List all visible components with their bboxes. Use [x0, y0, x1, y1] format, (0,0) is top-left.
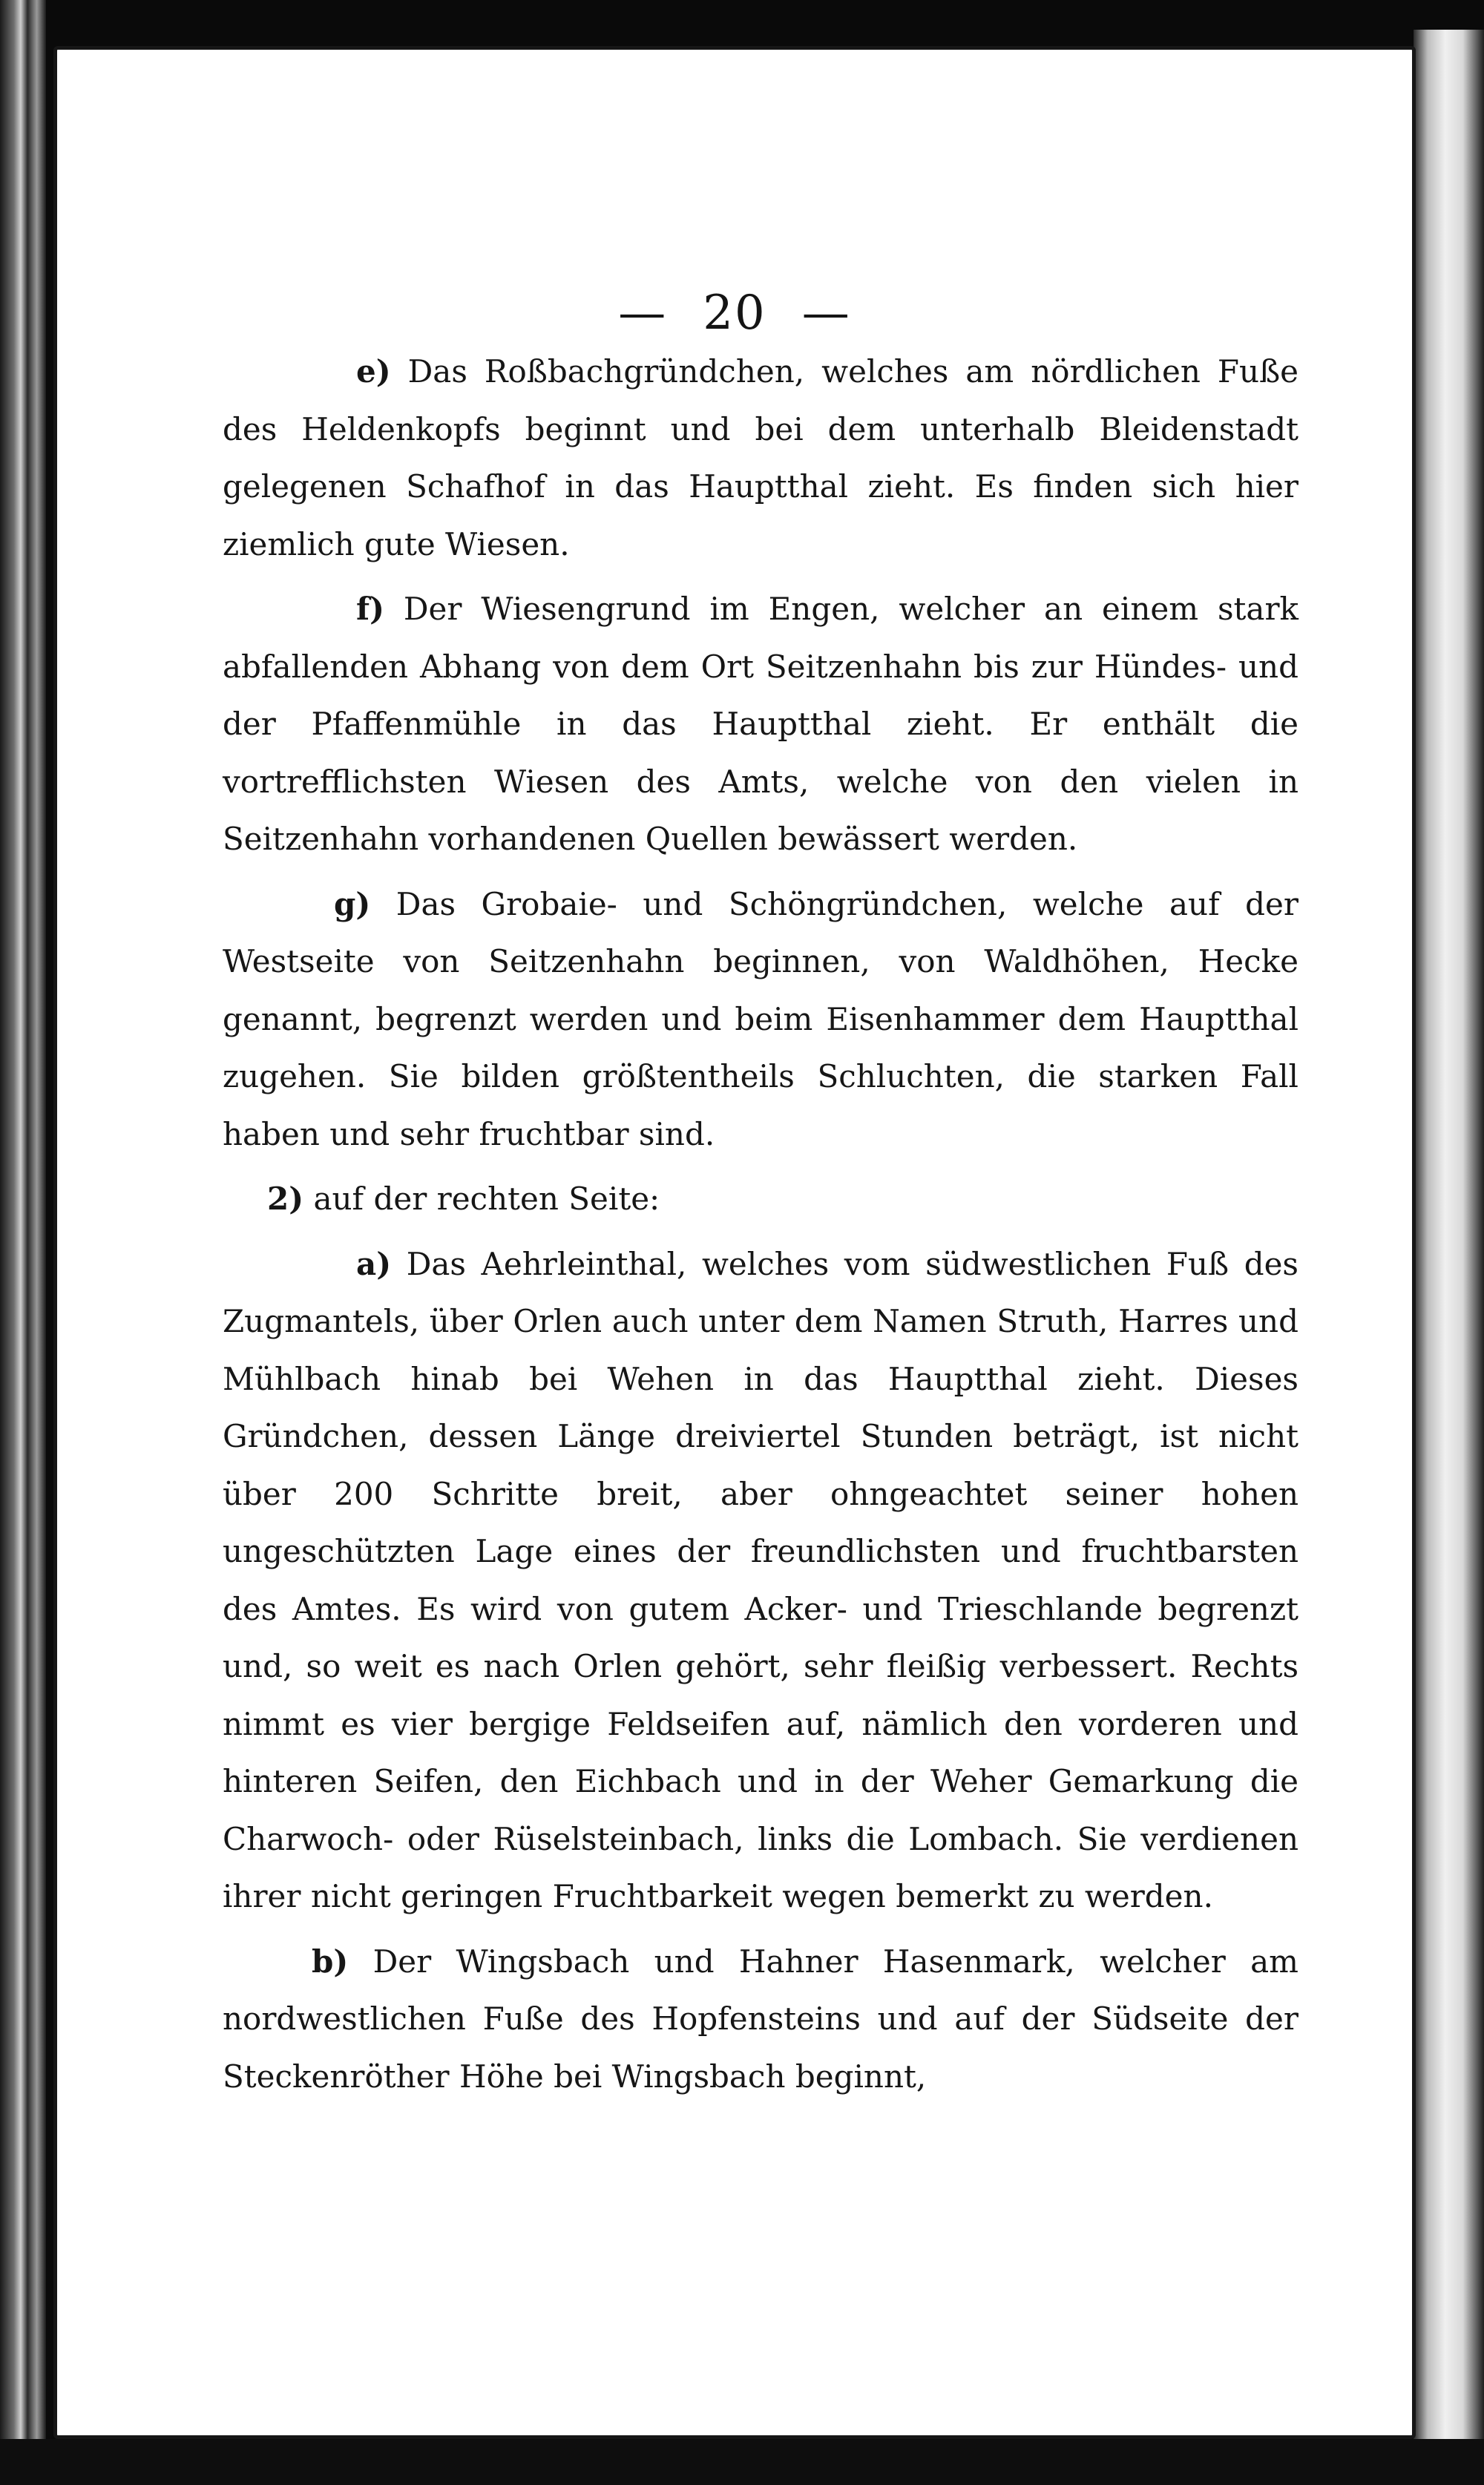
page-number-value: 20 [703, 286, 766, 341]
paragraph-a [223, 1235, 1298, 1926]
paragraph-text: Der Wiesengrund im Engen, welcher an einem stark abfallenden Abhang von dem Ort Seitzenhahn bis zur Hündes- und der Pfaffenmühle in das Hauptthal zieht. Er enthält die vortrefflichsten Wiesen des Amts, welche von den vielen in Seitzenhahn vorhandenen Quellen bewässert werden. [223, 591, 1298, 857]
paragraph-text: Das Roßbachgründchen, welches am nördlichen Fuße des Heldenkopfs beginnt und bei dem unterhalb Bleidenstadt gelegenen Schafhof in das Hauptthal zieht. Es finden sich hier ziemlich gute Wiesen. [223, 353, 1298, 562]
page-number [57, 286, 1412, 341]
book-bottom-edge [0, 2439, 1484, 2485]
paragraph-text: Das Grobaie- und Schöngründchen, welche auf der Westseite von Seitzenhahn beginnen, von Waldhöhen, Hecke genannt, begrenzt werden und beim Eisenhammer dem Hauptthal zugehen. Sie bilden größtentheils Schluchten, die starken Fall haben und sehr fruchtbar sind. [223, 885, 1298, 1152]
book-right-edge [1414, 30, 1484, 2456]
paragraph-f [223, 580, 1298, 868]
paragraph-marker: g) [334, 885, 371, 922]
section-marker: 2) [267, 1181, 304, 1217]
paragraph-marker: b) [312, 1943, 349, 1980]
section-heading-right-side [223, 1170, 1298, 1228]
page-number-dash-left: — [618, 286, 668, 341]
text-column [223, 343, 1298, 2113]
paragraph-marker: f) [356, 591, 384, 627]
paragraph-text: Der Wingsbach und Hahner Hasenmark, welcher am nordwestlichen Fuße des Hopfensteins und auf der Südseite der Steckenröther Höhe bei Wingsbach beginnt, [223, 1943, 1298, 2095]
page-number-dash-right: — [801, 286, 851, 341]
paragraph-text: Das Aehrleinthal, welches vom südwestlichen Fuß des Zugmantels, über Orlen auch unter dem Namen Struth, Harres und Mühlbach hinab bei Wehen in das Hauptthal zieht. Dieses Gründchen, dessen Länge dreiviertel Stunden beträgt, ist nicht über 200 Schritte breit, aber ohngeachtet seiner hohen ungeschützten Lage eines der freundlichsten und fruchtbarsten des Amtes. Es wird von gutem Acker- und Trieschlande begrenzt und, so weit es nach Orlen gehört, sehr fleißig verbessert. Rechts nimmt es vier bergige Feldseifen auf, nämlich den vorderen und hinteren Seifen, den Eichbach und in der Weher Gemarkung die Charwoch- oder Rüselsteinbach, links die Lombach. Sie verdienen ihrer nicht geringen Fruchtbarkeit wegen bemerkt zu werden. [223, 1245, 1298, 1914]
paragraph-g [223, 876, 1298, 1163]
paragraph-marker: e) [356, 353, 391, 390]
paragraph-marker: a) [356, 1245, 392, 1282]
paragraph-b [223, 1933, 1298, 2106]
section-heading-text: auf der rechten Seite: [313, 1181, 660, 1217]
book-left-edge [0, 0, 46, 2485]
paragraph-e [223, 343, 1298, 573]
